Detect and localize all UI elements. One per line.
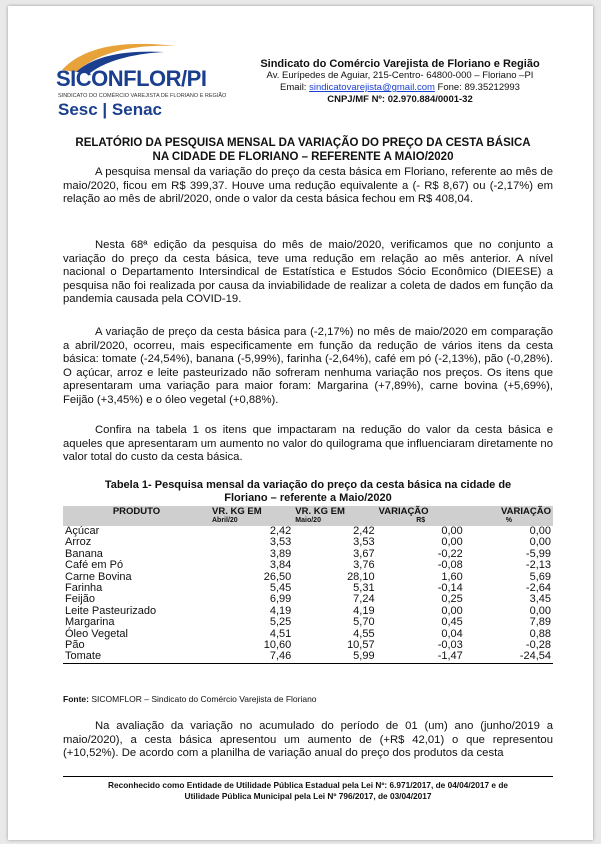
footer bbox=[58, 780, 558, 802]
paragraph-4: Confira na tabela 1 os itens que impactaram na redução do valor da cesta básica e aqueles que apresentaram um aumento no valor do quilograma que influenciaram diretamente no valor total do custo da cesta básica. bbox=[63, 424, 553, 463]
table-caption-line-1: Tabela 1- Pesquisa mensal da variação do preço da cesta básica na cidade de bbox=[104, 479, 512, 491]
cell-produto: Açúcar bbox=[65, 525, 100, 537]
cell-abril: 3,53 bbox=[269, 536, 292, 549]
cell-var-pct: 0,00 bbox=[529, 604, 551, 617]
cell-produto: Pão bbox=[65, 639, 85, 652]
cell-abril: 4,51 bbox=[269, 627, 292, 640]
cnpj: CNPJ/MF Nº: 02.970.884/0001-32 bbox=[327, 94, 473, 105]
footer-line-2: Utilidade Pública Municipal pela Lei Nº 796/2017, de 03/04/2017 bbox=[184, 791, 432, 801]
cell-abril: 26,50 bbox=[263, 570, 292, 583]
table-row bbox=[63, 526, 553, 537]
logo-brand-text: SICONFLOR/PI bbox=[56, 66, 207, 91]
cell-abril: 10,60 bbox=[263, 639, 292, 652]
paragraph-1: A pesquisa mensal da variação do preço da cesta básica em Floriano, referente ao mês de maio/2020, ficou em R$ 399,37. Houve uma redução equivalente a (- R$ 8,67) ou (-2,17%) em relação ao mês de abril/2020, onde o valor da cesta básica fechou em R$ 408,04. bbox=[63, 166, 553, 205]
cell-produto: Café em Pó bbox=[65, 559, 124, 572]
table-caption-line-2: Floriano – referente a Maio/2020 bbox=[224, 492, 392, 504]
footer-divider bbox=[63, 776, 553, 777]
cell-var-rs: 0,25 bbox=[441, 593, 463, 606]
cell-var-rs: -0,22 bbox=[437, 547, 463, 560]
cell-var-rs: -0,08 bbox=[437, 559, 463, 572]
cell-abril: 5,25 bbox=[269, 616, 292, 629]
table-row bbox=[63, 549, 553, 560]
table-row bbox=[63, 606, 553, 617]
table-row bbox=[63, 537, 553, 548]
table-row bbox=[63, 572, 553, 583]
email-link[interactable]: sindicatovarejista@gmail.com bbox=[309, 82, 435, 93]
table-row bbox=[63, 583, 553, 594]
cell-abril: 5,45 bbox=[269, 582, 292, 595]
cell-var-rs: -0,14 bbox=[437, 582, 463, 595]
cell-produto: Margarina bbox=[65, 616, 115, 629]
cell-var-rs: 0,00 bbox=[441, 525, 463, 537]
cell-var-pct: 5,69 bbox=[529, 570, 551, 583]
cell-abril: 7,46 bbox=[210, 651, 293, 663]
header-var-rs: VARIAÇÃO R$ bbox=[377, 506, 465, 526]
header-var-pct: VARIAÇÃO % bbox=[465, 506, 553, 526]
cell-var-rs: -0,03 bbox=[437, 639, 463, 652]
address: Av. Eurípedes de Aguiar, 215-Centro- 64800-000 – Floriano –PI bbox=[266, 70, 534, 81]
cell-var-pct: -24,54 bbox=[465, 651, 553, 663]
report-title-line-2: NA CIDADE DE FLORIANO – REFERENTE A MAIO/2020 bbox=[152, 151, 454, 163]
table-row bbox=[63, 560, 553, 571]
logo-subtitle: SINDICATO DO COMÉRCIO VAREJISTA DE FLORIANO E REGIÃO bbox=[58, 93, 227, 99]
cell-produto: Tomate bbox=[63, 651, 210, 663]
cell-abril: 6,99 bbox=[269, 593, 292, 606]
cell-maio: 2,42 bbox=[353, 525, 375, 537]
paragraph-2: Nesta 68ª edição da pesquisa do mês de maio/2020, verificamos que no conjunto a variação do preço da cesta básica, teve uma redução em relação ao mês anterior. A nível nacional o Departamento Intersindical de Estatística e Estudos Sócio Econômico (DIEESE) a pesquisa não foi realizada por causa da inviabilidade de realizar a coleta de dados em função da pandemia causada pela COVID-19. bbox=[63, 239, 553, 305]
cell-maio: 3,53 bbox=[353, 536, 375, 549]
cell-maio: 3,76 bbox=[353, 559, 375, 572]
header-produto: PRODUTO bbox=[63, 506, 210, 526]
cell-maio: 4,55 bbox=[353, 627, 375, 640]
cell-var-pct: -2,13 bbox=[525, 559, 551, 572]
phone: Fone: 89.35212993 bbox=[437, 82, 520, 93]
organization-name: Sindicato do Comércio Varejista de Floriano e Região bbox=[260, 58, 540, 70]
letterhead bbox=[230, 58, 570, 106]
cell-produto: Banana bbox=[65, 547, 103, 560]
cell-var-pct: -5,99 bbox=[525, 547, 551, 560]
table-caption bbox=[63, 479, 553, 505]
footer-line-1: Reconhecido como Entidade de Utilidade Pública Estadual pela Lei Nº: 6.971/2017, de 04/04/2017 e de bbox=[107, 780, 509, 790]
sesc-senac-logo: Sesc | Senac bbox=[58, 100, 162, 119]
cell-var-pct: 7,89 bbox=[529, 616, 551, 629]
table-row bbox=[63, 651, 553, 663]
paragraph-3: A variação de preço da cesta básica para (-2,17%) no mês de maio/2020 em comparação a abril/2020, ocorreu, mais especificamente em função da redução de vários itens da cesta básica: tomate (-24,54%), banana (-5,99%), farinha (-2,64%), café em pó (-2,13%), pão (-0,28%). O açúcar, arroz e leite pasteurizado não sofreram nenhuma variação nos preços. Os itens que apresentaram uma variação para maior foram: Margarina (+7,89%), carne bovina (+5,69%), Feijão (+3,45%) e o óleo vegetal (+0,88%). bbox=[63, 326, 553, 406]
cell-maio: 7,24 bbox=[353, 593, 375, 606]
table-row bbox=[63, 629, 553, 640]
table-row bbox=[63, 617, 553, 628]
cell-abril: 4,19 bbox=[269, 604, 292, 617]
cell-var-rs: 1,60 bbox=[441, 570, 463, 583]
cell-var-rs: 0,45 bbox=[441, 616, 463, 629]
cell-var-pct: 0,00 bbox=[529, 536, 551, 549]
cell-maio: 4,19 bbox=[353, 604, 375, 617]
source-text: SICOMFLOR – Sindicato do Comércio Varejista de Floriano bbox=[91, 694, 317, 704]
price-variation-table bbox=[63, 506, 553, 664]
cell-var-pct: 0,88 bbox=[529, 627, 551, 640]
paragraph-5: Na avaliação da variação no acumulado do período de 01 (um) ano (junho/2019 a maio/2020), a cesta básica apresentou um aumento de (+R$ 42,01) o que representou (+10,52%). De acordo com a planilha de variação anual do preço dos produtos da cesta bbox=[63, 720, 553, 759]
cell-maio: 10,57 bbox=[347, 639, 375, 652]
cell-abril: 3,84 bbox=[269, 559, 292, 572]
cell-var-pct: 0,00 bbox=[529, 525, 551, 537]
cell-var-rs: 0,04 bbox=[441, 627, 463, 640]
email-label: Email: bbox=[280, 82, 307, 93]
cell-produto: Óleo Vegetal bbox=[65, 627, 128, 640]
cell-var-rs: 0,00 bbox=[441, 536, 463, 549]
report-title bbox=[48, 136, 558, 164]
cell-var-rs: -1,47 bbox=[377, 651, 465, 663]
cell-abril: 3,89 bbox=[269, 547, 292, 560]
cell-abril: 2,42 bbox=[269, 525, 292, 537]
cell-produto: Feijão bbox=[65, 593, 95, 606]
cell-produto: Leite Pasteurizado bbox=[65, 604, 157, 617]
cell-var-pct: -0,28 bbox=[525, 639, 551, 652]
contact-line bbox=[230, 82, 570, 94]
cell-maio: 5,31 bbox=[353, 582, 375, 595]
cell-maio: 28,10 bbox=[347, 570, 375, 583]
siconflor-logo bbox=[54, 40, 227, 120]
document-page bbox=[8, 6, 593, 840]
cell-produto: Farinha bbox=[65, 582, 103, 595]
cell-var-pct: 3,45 bbox=[529, 593, 551, 606]
cell-maio: 5,99 bbox=[293, 651, 376, 663]
report-title-line-1: RELATÓRIO DA PESQUISA MENSAL DA VARIAÇÃO DO PREÇO DA CESTA BÁSICA bbox=[75, 137, 531, 149]
header-vr-abril: VR. KG EM Abril/20 bbox=[210, 506, 293, 526]
cell-var-rs: 0,00 bbox=[441, 604, 463, 617]
table-body bbox=[63, 526, 553, 663]
header-vr-maio: VR. KG EM Maio/20 bbox=[293, 506, 376, 526]
cell-var-pct: -2,64 bbox=[525, 582, 551, 595]
table-row bbox=[63, 640, 553, 651]
cell-maio: 3,67 bbox=[353, 547, 375, 560]
table-header-row bbox=[63, 506, 553, 526]
cell-produto: Carne Bovina bbox=[65, 570, 132, 583]
cell-produto: Arroz bbox=[65, 536, 92, 549]
source-label: Fonte: bbox=[63, 694, 89, 704]
table-source bbox=[63, 694, 317, 704]
cell-maio: 5,70 bbox=[353, 616, 375, 629]
